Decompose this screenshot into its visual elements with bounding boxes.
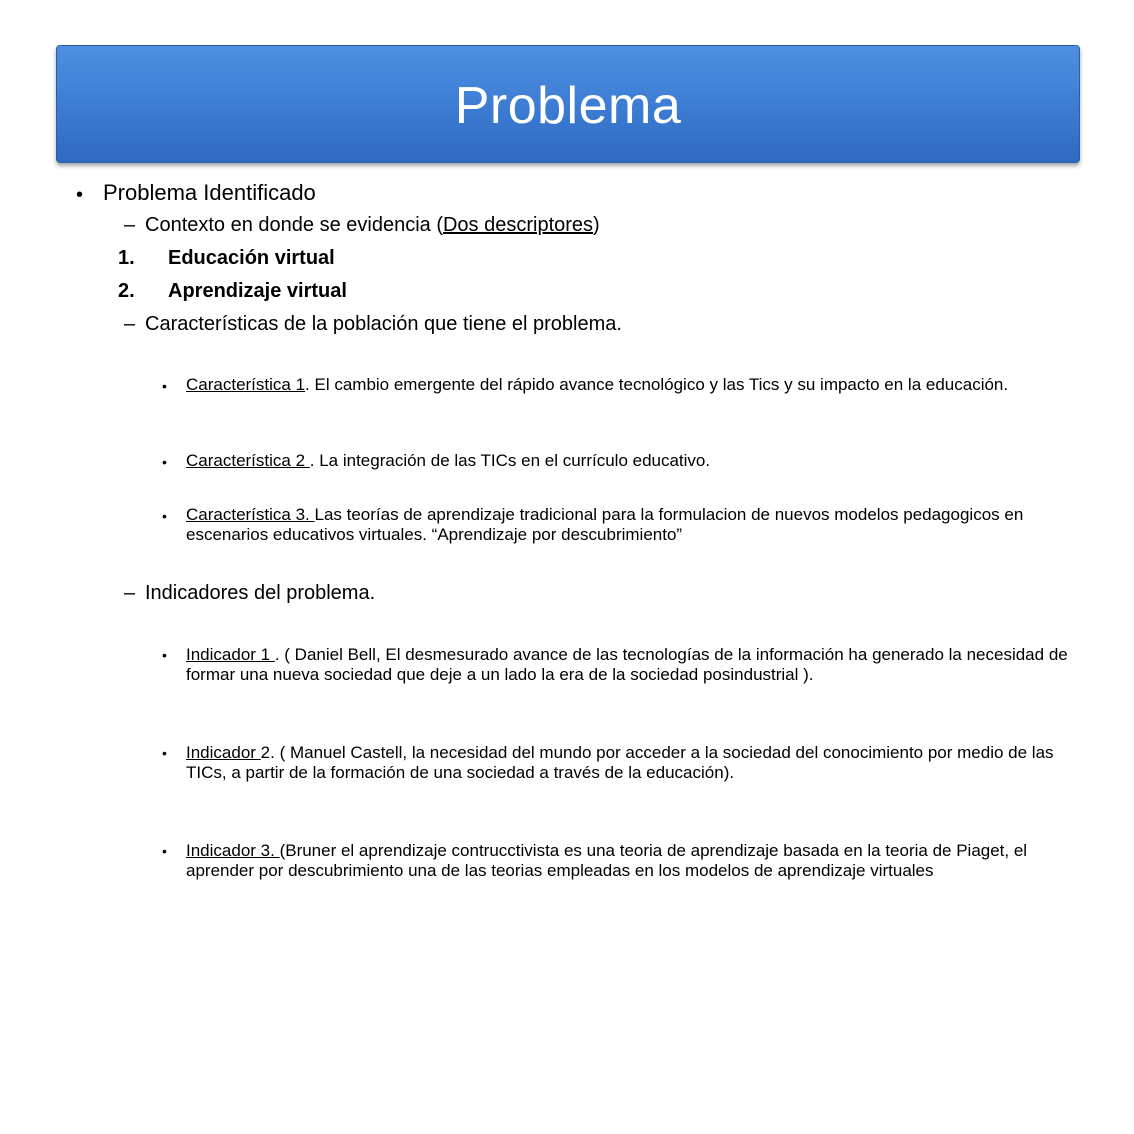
bullet-icon: •: [162, 508, 167, 524]
indicator-label: Indicador: [186, 743, 261, 762]
indicators-heading: Indicadores del problema.: [145, 582, 376, 604]
indicator-text: . ( Daniel Bell, El desmesurado avance de las tecnologías de la información ha generado la necesidad de formar una nueva sociedad que deje a un lado la era de la sociedad posindustrial ).: [186, 645, 1068, 684]
characteristics-heading: Características de la población que tiene el problema.: [145, 313, 622, 335]
dash-icon: –: [124, 582, 136, 604]
bullet-icon: •: [162, 745, 167, 761]
characteristic-item: [186, 505, 1086, 545]
bullet-icon: •: [162, 378, 167, 394]
indicator-item: [186, 645, 1086, 685]
slide-title: Problema: [454, 77, 682, 135]
descriptor-text: Aprendizaje virtual: [168, 280, 347, 302]
context-label-pre: Contexto en donde se evidencia (: [145, 214, 443, 236]
bullet-icon: •: [76, 184, 84, 206]
indicator-label: Indicador 3.: [186, 841, 280, 860]
descriptor-text: Educación virtual: [168, 247, 335, 269]
indicator-text: (Bruner el aprendizaje contrucctivista es una teoria de aprendizaje basada en la teoria de Piaget, el aprender por descubrimiento una de las teorias empleadas en los modelos de aprendizaje virtuales: [186, 841, 1028, 880]
context-line: [145, 214, 600, 237]
problem-heading: Problema Identificado: [103, 180, 316, 205]
dash-icon: –: [124, 214, 136, 236]
descriptor-number: 2.: [118, 280, 135, 302]
bullet-icon: •: [162, 843, 167, 859]
characteristic-text: . El cambio emergente del rápido avance tecnológico y las Tics y su impacto en la educación.: [305, 375, 1009, 394]
characteristic-item: [186, 451, 1086, 471]
characteristic-label: Característica 1: [186, 375, 306, 394]
characteristic-label: Característica 2: [186, 451, 310, 470]
context-label-post: ): [593, 214, 600, 236]
characteristic-text: Las teorías de aprendizaje tradicional para la formulacion de nuevos modelos pedagogicos en escenarios educativos virtuales. “Aprendizaje por descubrimiento”: [186, 505, 1024, 544]
dash-icon: –: [124, 313, 136, 335]
context-descriptors-link: Dos descriptores: [442, 214, 594, 236]
indicator-item: [186, 841, 1086, 881]
bullet-icon: •: [162, 454, 167, 470]
characteristic-label: Característica 3.: [186, 505, 315, 524]
indicator-text: 2. ( Manuel Castell, la necesidad del mundo por acceder a la sociedad del conocimiento por medio de las TICs, a partir de la formación de una sociedad a través de la educación).: [186, 743, 1054, 782]
indicator-label: Indicador 1: [186, 645, 275, 664]
characteristic-item: [186, 375, 1086, 395]
descriptor-number: 1.: [118, 247, 135, 269]
indicator-item: [186, 743, 1086, 783]
characteristic-text: . La integración de las TICs en el currículo educativo.: [309, 451, 711, 470]
bullet-icon: •: [162, 647, 167, 663]
